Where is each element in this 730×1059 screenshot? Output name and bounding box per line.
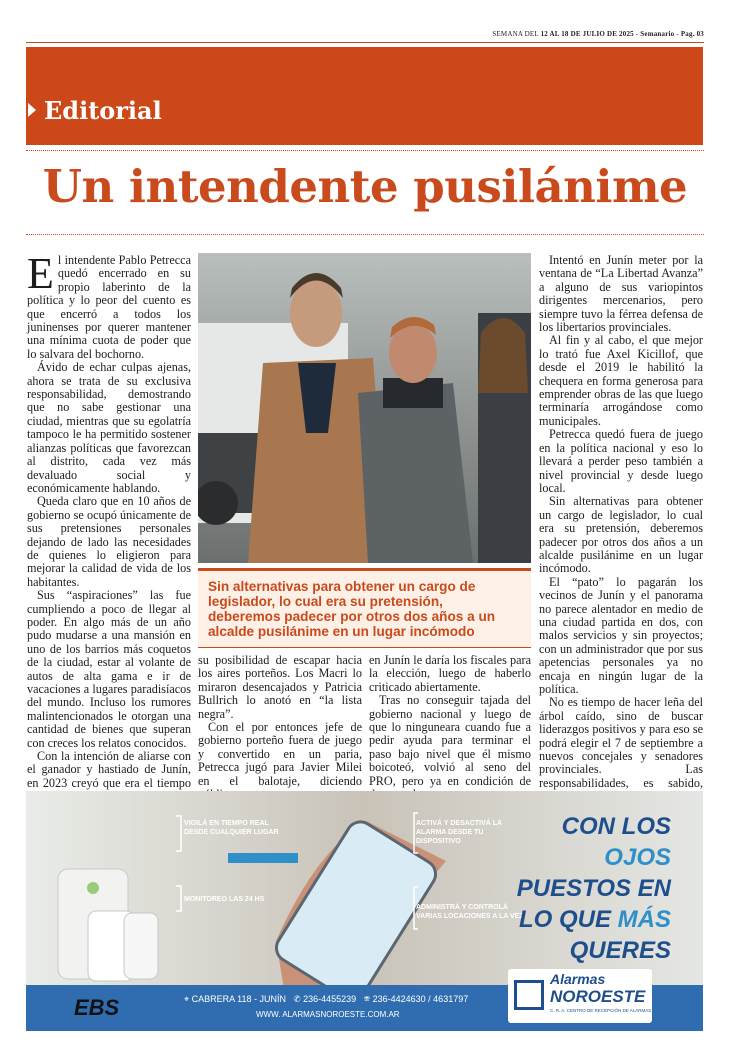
- banner-arrow-icon: [28, 103, 36, 117]
- logo-brand-sub: NOROESTE: [550, 987, 646, 1006]
- pull-quote-text: Sin alternativas para obtener un cargo de legislador, lo cual era su pretensión, deberemos padecer por otros dos años a un alcalde pusilánime en un lugar incómodo: [208, 579, 496, 639]
- ad-headline-highlight: MÁS: [617, 906, 671, 933]
- ad-headline-highlight: OJOS: [604, 844, 671, 871]
- ad-callout: ADMINISTRÁ Y CONTROLÁ VARIAS LOCACIONES A LA VEZ: [416, 904, 524, 920]
- paragraph: El “pato” lo pagarán los vecinos de Junín y el panorama no parece alentador en medio de una ciudad partida en dos, con malos servicios y sin proyectos; con un administrador que por sus apetencias personales ya no encaja en ningún lugar de la política.: [539, 574, 703, 696]
- header-page-number: Pag. 03: [680, 30, 704, 38]
- article-column-1: [27, 249, 191, 790]
- paragraph: Queda claro que en 10 años de gobierno se ocupó únicamente de sus pretensiones personales dejando de lado las necesidades de quienes lo eligieron para mejorar la calidad de vida de los habitantes.: [27, 494, 191, 589]
- paragraph: Sin alternativas para obtener un cargo de legislador, lo cual era su pretensión, deberemos padecer por otros dos años a un alcalde pusilánime en un lugar incómodo.: [539, 494, 703, 576]
- header-dates: 12 AL 18 DE JULIO DE 2025: [540, 30, 634, 38]
- paragraph: Sus “aspiraciones” las fue cumpliendo a poco de llegar al poder. En algo más de un año pudo mudarse a una mansión en uno de los barrios más coquetos de la ciudad, estar al volante de autos de alta gama e ir de vacaciones a lugares paradisíacos del mundo. Incluso los rumores malintencionados le otorgan una cantidad de bienes que superan con creces los relatos conocidos.: [27, 588, 191, 750]
- ad-callout: MONITOREO LAS 24 HS: [184, 896, 265, 903]
- ad-headline-text: QUERES: [569, 937, 671, 964]
- phone-icon: ☏: [363, 994, 371, 1004]
- divider: [26, 150, 704, 151]
- drop-cap: E: [27, 249, 54, 298]
- pull-quote: [198, 568, 531, 648]
- ad-phone: 236-4455239: [303, 994, 357, 1004]
- paragraph: Intentó en Junín meter por la ventana de “La Libertad Avanza” a alguno de sus variopintos dirigentes mercenarios, pero siempre tuvo la férrea defensa de los libertarios provinciales.: [539, 253, 703, 335]
- ad-headline-text: CON LOS: [561, 813, 671, 840]
- header-rule: [26, 42, 704, 43]
- paragraph: Con la intención de aliarse con el ganador y hastiado de Junín, en 2023 creyó que era el tiempo: [27, 749, 191, 790]
- location-icon: ⌖: [184, 994, 190, 1004]
- whatsapp-icon: ✆: [293, 994, 301, 1004]
- article-column-2: [198, 653, 362, 788]
- paragraph: Tras no conseguir tajada del gobierno nacional y luego de que lo ninguneara cuando fue a pedir ayuda para terminar el paso bajo nivel que él mismo boicoteó, volvió al seno del PRO, pero ya en condición de: [369, 693, 531, 788]
- header-dash: -: [635, 30, 639, 38]
- ad-phone: 236-4424630 / 4631797: [372, 994, 469, 1004]
- ad-headline-text: PUESTOS EN: [516, 875, 671, 902]
- contact-line: [184, 994, 468, 1005]
- article-photo: [198, 253, 531, 563]
- article-column-4: [539, 253, 703, 790]
- paragraph: su posibilidad de escapar hacia los aires porteños. Los Macri lo miraron desencajados y Patricia Bullrich lo anotó en “la lista negra”.: [198, 653, 362, 721]
- ad-callout: ACTIVÁ Y DESACTIVÁ LA ALARMA DESDE TU DISPOSITIVO: [416, 820, 502, 845]
- header-dash: -: [676, 30, 679, 38]
- paragraph: [27, 249, 191, 361]
- ad-footer: [26, 971, 703, 1031]
- paragraph: Ávido de echar culpas ajenas, ahora se trata de su exclusiva responsabilidad, demostrando que no sabe gestionar una ciudad, mientras que su egolatría tampoco le ha permitido sostener alianzas políticas que favorezcan al distrito, cada vez más devaluado social y económicamente hablando.: [27, 360, 191, 495]
- ad-headline: [501, 811, 671, 966]
- advertisement: [26, 791, 703, 1031]
- header-info: [492, 30, 704, 38]
- paragraph: Con el por entonces jefe de gobierno porteño fuera de juego y convertido en un paria, Petrecca jugó para Javier Milei en el balotaje, diciendo: [198, 720, 362, 788]
- section-label: Editorial: [44, 96, 162, 125]
- ebs-logo: EBS: [74, 995, 120, 1020]
- logo-mark-icon: [514, 980, 544, 1010]
- photo-illustration: [198, 253, 531, 563]
- ad-headline-text: LO QUE: [518, 906, 611, 933]
- paragraph: Petrecca quedó fuera de juego en la política nacional y eso lo llevará a perder peso también a nivel provincial y desde luego local.: [539, 427, 703, 495]
- header-prefix: SEMANA DEL: [492, 30, 539, 38]
- header-publication: Semanario: [640, 30, 675, 38]
- paragraph-text: l intendente Pablo Petrecca quedó encerrado en su propio laberinto de la política y lo peor del cuento es que encerró a todos los juninenses por querer mantener una mínima cuota de poder que lo salvara del bochorno.: [27, 253, 191, 361]
- article-column-3: [369, 653, 531, 788]
- alarmas-noroeste-logo: [508, 969, 652, 1023]
- divider: [26, 234, 704, 235]
- ad-callout: VIGILÁ EN TIEMPO REAL DESDE CUALQUIER LUGAR: [184, 820, 279, 836]
- ad-website[interactable]: WWW. ALARMASNOROESTE.COM.AR: [256, 1010, 400, 1019]
- logo-tagline: C. R. A. CENTRO DE RECEPCIÓN DE ALARMAS: [550, 1008, 652, 1013]
- paragraph: Al fin y al cabo, el que mejor lo trató fue Axel Kicillof, que desde el 2019 le habilitó la chequera en forma generosa para emprender obras de las que luego terminaría arrogándose como municipales.: [539, 333, 703, 428]
- article-title: Un intendente pusilánime: [42, 160, 688, 213]
- ad-address: CABRERA 118 - JUNÍN: [191, 994, 286, 1004]
- logo-brand: Alarmas: [550, 971, 606, 987]
- paragraph: en Junín le daría los fiscales para la elección, luego de haberlo criticado abiertamente.: [369, 653, 531, 694]
- paragraph: No es tiempo de hacer leña del árbol caído, sino de buscar liderazgos positivos y para eso se podrá elegir el 7 de septiembre a nuevos concejales y senadores provinciales. Las responsabilidades, es sabido,: [539, 695, 703, 790]
